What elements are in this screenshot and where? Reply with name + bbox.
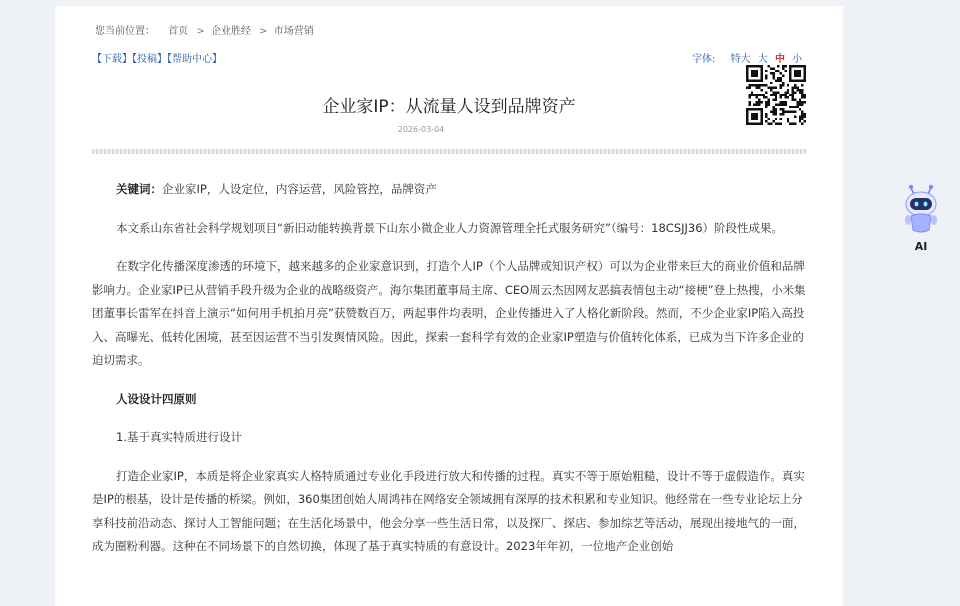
- title-divider: [92, 149, 806, 154]
- breadcrumb-prefix: 您当前位置：: [95, 26, 155, 37]
- article-date: 2026-03-04: [397, 125, 445, 134]
- keywords-value: 企业家IP，人设定位，内容运营，风险管控，品牌资产: [162, 182, 437, 196]
- breadcrumb-subcategory[interactable]: 市场营销: [273, 26, 314, 37]
- breadcrumb-separator: >: [259, 26, 268, 37]
- article-actions: [92, 50, 222, 65]
- font-size-selector: [692, 50, 802, 65]
- ai-assistant-button[interactable]: [896, 182, 946, 262]
- font-size-xlarge[interactable]: 特大: [730, 54, 751, 65]
- breadcrumb-separator: >: [196, 26, 205, 37]
- breadcrumb-home[interactable]: 首页: [168, 26, 189, 37]
- breadcrumb-category[interactable]: 企业胜经: [210, 26, 251, 37]
- font-size-small[interactable]: 小: [792, 54, 803, 65]
- help-center-link[interactable]: 【帮助中心】: [167, 54, 222, 65]
- article-body: [92, 178, 806, 574]
- paragraph: 打造企业家IP，本质是将企业家真实人格特质通过专业化手段进行放大和传播的过程。真实不等于原始粗糙，设计不等于虚假造作。真实是IP的根基，设计是传播的桥梁。例如，360集团创始人周鸿祎在网络安全领域拥有深厚的技术积累和专业知识。他经常在一些专业论坛上分享科技前沿动态、探讨人工智能问题；在生活化场景中，他会分享一些生活日常，以及探厂、探店、参加综艺等活动，展现出接地气的一面，成为圈粉利器。这种在不同场景下的自然切换，体现了基于真实特质的有意设计。2023年年初，一位地产企业创始: [92, 468, 805, 553]
- download-link[interactable]: 【下载】: [92, 54, 132, 65]
- breadcrumb: [95, 22, 316, 37]
- article-page: [55, 6, 843, 606]
- ai-label: AI: [914, 240, 928, 253]
- subsection-heading: 1.基于真实特质进行设计: [116, 430, 242, 444]
- robot-icon: [899, 182, 943, 238]
- font-size-large[interactable]: 大: [757, 54, 768, 65]
- article-title: 企业家IP：从流量人设到品牌资产: [322, 97, 576, 117]
- paragraph: 在数字化传播深度渗透的环境下，越来越多的企业家意识到，打造个人IP（个人品牌或知识产权）可以为企业带来巨大的商业价值和品牌影响力。企业家IP已从营销手段升级为企业的战略级资产。海尔集团董事局主席、CEO周云杰因网友恶搞表情包主动“接梗”登上热搜，小米集团董事长雷军在抖音上演示“如何用手机拍月亮”获赞数百万，两起事件均表明，企业传播进入了人格化新阶段。然而，不少企业家IP陷入高投入、高曝光、低转化困境，甚至因运营不当引发舆情风险。因此，探索一套科学有效的企业家IP塑造与价值转化体系，已成为当下许多企业的迫切需求。: [92, 259, 806, 367]
- submit-link[interactable]: 【投稿】: [132, 54, 167, 65]
- paragraph: 本文系山东省社会科学规划项目“新旧动能转换背景下山东小微企业人力资源管理全托式服务研究”（编号：18CSJJ36）阶段性成果。: [116, 220, 784, 235]
- keywords-line: [92, 178, 806, 202]
- font-size-label: 字体:: [692, 54, 716, 65]
- font-size-medium[interactable]: 中: [774, 54, 785, 65]
- keywords-label: 关键词：: [116, 182, 162, 196]
- section-heading: 人设设计四原则: [116, 391, 197, 406]
